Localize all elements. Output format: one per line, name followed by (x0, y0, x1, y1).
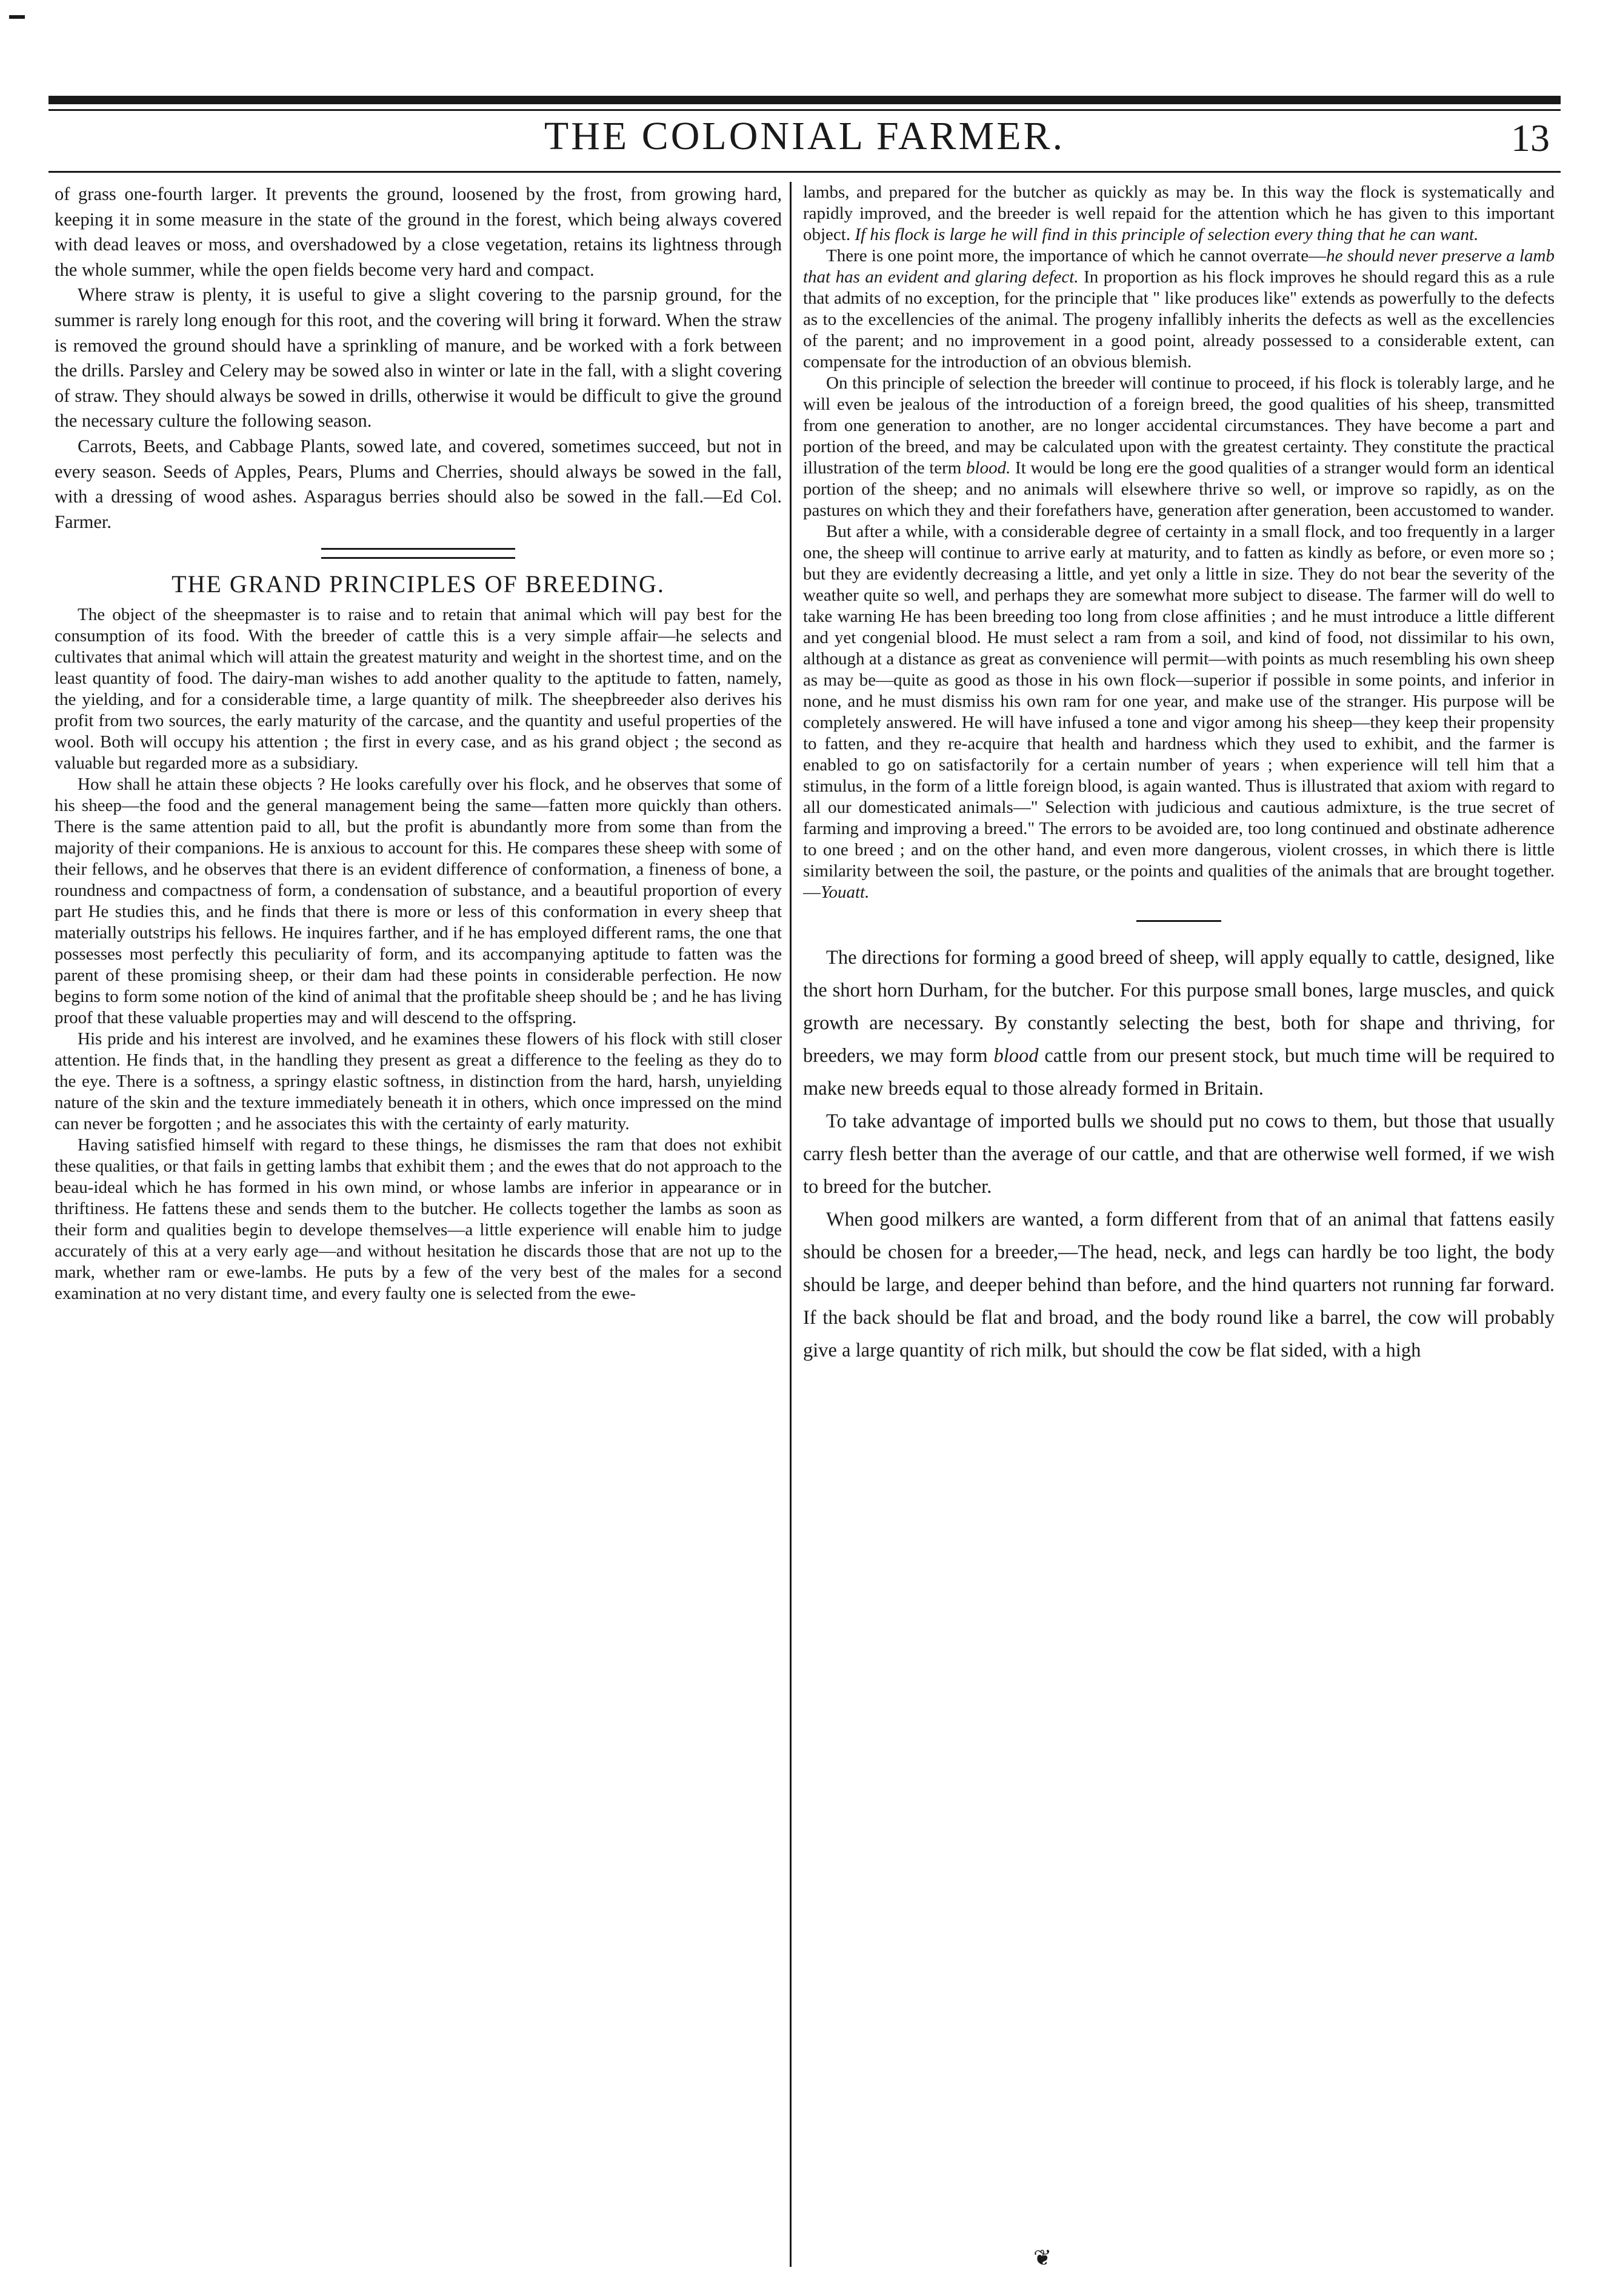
editorial-paragraph: When good milkers are wanted, a form different from that of an animal that fattens easily should be chosen for a breeder,—The head, neck, and legs can hardly be too light, the body should be large, and deeper behind than before, and the hind quarters not running far forward. If the back should be flat and broad, and the body round like a barrel, the cow will probably give a large quantity of rich milk, but should the cow be flat sided, with a high (803, 1209, 1555, 1361)
paragraph-text: lambs, and prepared for the butcher as quickly as may be. In this way the flock is systematically and rapidly improved, and the breeder is well repaid for the attention which he has given to this important object. (803, 182, 1555, 244)
continued-paragraph (803, 182, 1555, 245)
paragraph-text: On this principle of selection the breeder will continue to proceed, if his flock is tolerably large, and he will even be jealous of the introduction of a foreign breed, the good qualities of his sheep, transmitted from one generation to another, are no longer accidental circumstances. They have become a part and portion of the breed, and may be calculated upon with the greatest certainty. They constitute the practical illustration of the term (803, 373, 1555, 478)
emphasis-text: blood. (966, 458, 1011, 478)
masthead-bottom-rule (48, 171, 1561, 173)
breeding-paragraph: How shall he attain these objects ? He looks carefully over his flock, and he observes that some of his sheep—the food and the general management being the same—fatten more quickly than others. There is the same attention paid to all, but the profit is abundantly more from some than from the majority of their companions. He is anxious to account for this. He compares these sheep with some of their fellows, and he observes that there is an evident difference of conformation, a fineness of bone, a roundness and compactness of form, a condensation of substance, and a beautiful proportion of every part He studies this, and he finds that there is more or less of this conformation in every sheep that materially outstrips his fellows. He inquires farther, and if he has employed different rams, the one that possesses most perfectly this peculiarity of form, and its accompanying aptitude to fatten was the parent of these promising sheep, or their dam had these points in considerable perfection. He now begins to form some notion of the kind of animal that the profitable sheep should be ; and he has living proof that these valuable properties may and will descend to the offspring. (55, 775, 782, 1028)
breeding-paragraph (803, 245, 1555, 373)
newspaper-title: THE COLONIAL FARMER. (544, 114, 1065, 158)
attribution: Youatt. (821, 883, 870, 902)
emphasis-text: he should never preserve a lamb that has an evident and glaring defect. (803, 246, 1555, 287)
section-separator (321, 548, 515, 559)
masthead-thick-rule (48, 96, 1561, 104)
article-separator (1136, 920, 1221, 922)
breeding-paragraph (803, 521, 1555, 903)
paragraph-text: The directions for forming a good breed of sheep, will apply equally to cattle, designed, like the short horn Durham, for the butcher. For this purpose small bones, large muscles, and quick growth are necessary. By constantly selecting the best, both for shape and thriving, for breeders, we may form (803, 947, 1555, 1067)
breeding-paragraph: His pride and his interest are involved, and he examines these flowers of his flock with still closer attention. He finds that, in the handling they present as great a difference to the feeling as they do to the eye. There is a softness, a springy elastic softness, in distinction from the hard, harsh, unyielding nature of the skin and the texture immediately beneath it in others, which once impressed on the mind can never be forgotten ; and he associates this with the certainty of early maturity. (55, 1029, 782, 1134)
breeding-paragraph (803, 373, 1555, 521)
margin-mark (9, 15, 25, 19)
emphasis-text: blood (993, 1045, 1039, 1067)
masthead (48, 112, 1561, 170)
page-number: 13 (1511, 116, 1550, 159)
intro-paragraph: Where straw is plenty, it is useful to give a slight covering to the parsnip ground, for the summer is rarely long enough for this root, and the covering will bring it forward. When the straw is removed the ground should have a sprinkling of manure, and be worked with a fork between the drills. Parsley and Celery may be sowed also in winter or late in the fall, with a slight covering of straw. They should always be sowed in drills, otherwise it would be difficult to give the ground the necessary culture the following season. (55, 284, 782, 432)
paragraph-text: It would be long ere the good qualities of a stranger would form an identical portion of the sheep; and no animals will elsewhere thrive so well, or improve so rapidly, as on the pastures on which they and their forefathers have, generation after generation, been accustomed to wander. (803, 458, 1555, 520)
paragraph-text: There is one point more, the importance of which he cannot overrate— (826, 246, 1327, 265)
emphasis-text: If his flock is large he will find in this principle of selection every thing that he can want. (855, 225, 1479, 244)
paragraph-text: In proportion as his flock improves he should regard this as a rule that admits of no exception, for the principle that " like produces like" extends as powerfully to the defects as to the excellencies of the animal. The progeny infallibly inherits the defects as well as the excellencies of the parent; and no improvement in a good point, already possessed to a considerable extent, can compensate for the introduction of an obvious blemish. (803, 267, 1555, 372)
left-column (55, 182, 782, 2267)
breeding-paragraph: Having satisfied himself with regard to these things, he dismisses the ram that does not exhibit these qualities, or that fails in getting lambs that exhibit them ; and the ewes that do not approach to the beau-ideal which he has formed in his own mind, or whose lambs are inferior in appearance or in thriftiness. He fattens these and sends them to the butcher. He collects together the lambs as soon as their form and qualities begin to develope themselves—a little experience will enable him to judge accurately of this at a very early age—and without hesitation he discards those that are not up to the mark, whether ram or ewe-lambs. He puts by a few of the very best of the males for a second examination at no very distant time, and every faulty one is selected from the ewe- (55, 1135, 782, 1304)
column-divider (790, 182, 792, 2267)
intro-paragraph: of grass one-fourth larger. It prevents the ground, loosened by the frost, from growing hard, keeping it in some measure in the state of the ground in the forest, which being always covered with dead leaves or moss, and overshadowed by a close vegetation, retains its lightness through the whole summer, while the open fields become very hard and compact. (55, 184, 782, 280)
right-column (803, 182, 1555, 2267)
breeding-paragraph: The object of the sheepmaster is to raise and to retain that animal which will pay best for the consumption of its food. With the breeder of cattle this is a very simple affair—he selects and cultivates that animal which will attain the greatest maturity and weight in the shortest time, and on the least quantity of food. The dairy-man wishes to add another quality to the aptitude to fatten, namely, the yielding, and for a considerable time, a large quantity of milk. The sheepbreeder also derives his profit from two sources, the early maturity of the carcase, and the quantity and useful properties of the wool. Both will occupy his attention ; the first in every case, and as his grand object ; the second as valuable but regarded more as a subsidiary. (55, 605, 782, 773)
editor-signoff: Ed Col. Farmer. (55, 486, 782, 532)
section-title: THE GRAND PRINCIPLES OF BREEDING. (172, 570, 665, 598)
editorial-paragraph: To take advantage of imported bulls we should put no cows to them, but those that usually carry flesh better than the average of our cattle, and that are otherwise well formed, if we wish to breed for the butcher. (803, 1110, 1555, 1198)
editorial-paragraph (803, 941, 1555, 1105)
footer-ornament: ❦ (1033, 2246, 1052, 2271)
masthead-thin-rule (48, 109, 1561, 111)
paragraph-text: But after a while, with a considerable degree of certainty in a small flock, and too frequently in a larger one, the sheep will continue to arrive early at maturity, and to fatten as kindly as before, or even more so ; but they are evidently decreasing a little, and yet only a little in size. They do not bear the severity of the weather quite so well, and perhaps they are somewhat more subject to disease. The farmer will do well to take warning He has been breeding too long from close affinities ; and he must introduce a little different and yet congenial blood. He must select a ram from a soil, and kind of food, not dissimilar to his own, although at a distance as great as convenience will permit—with points as much resembling his own sheep as may be—quite as good as those in his own flock—superior if possible in some points, and inferior in none, and he must dismiss his own ram for one year, and make use of the stranger. His purpose will be completely answered. He will have infused a tone and vigor among his sheep—they keep their propensity to fatten, and they re-acquire that health and hardness which they used to exhibit, and the farmer is enabled to go on satisfactorily for a certain number of years ; when experience will tell him that a stimulus, in the form of a little foreign blood, is again wanted. Thus is illustrated that axiom with regard to all our domesticated animals—" Selection with judicious and cautious admixture, is the true secret of farming and improving a breed." The errors to be avoided are, too long continued and obstinate adherence to one breed ; and on the other hand, and even more dangerous, violent crosses, in which there is little similarity between the soil, the pasture, or the points and qualities of the animals that are brought together.— (803, 522, 1555, 902)
intro-paragraph-text: Carrots, Beets, and Cabbage Plants, sowed late, and covered, sometimes succeed, but not in every season. Seeds of Apples, Pears, Plums and Cherries, should always be sowed in the fall, with a dressing of wood ashes. Asparagus berries should also be sowed in the fall.— (55, 435, 782, 507)
paragraph-text: cattle from our present stock, but much time will be required to make new breeds equal to those already formed in Britain. (803, 1045, 1555, 1100)
intro-paragraph-with-signoff (55, 434, 782, 535)
